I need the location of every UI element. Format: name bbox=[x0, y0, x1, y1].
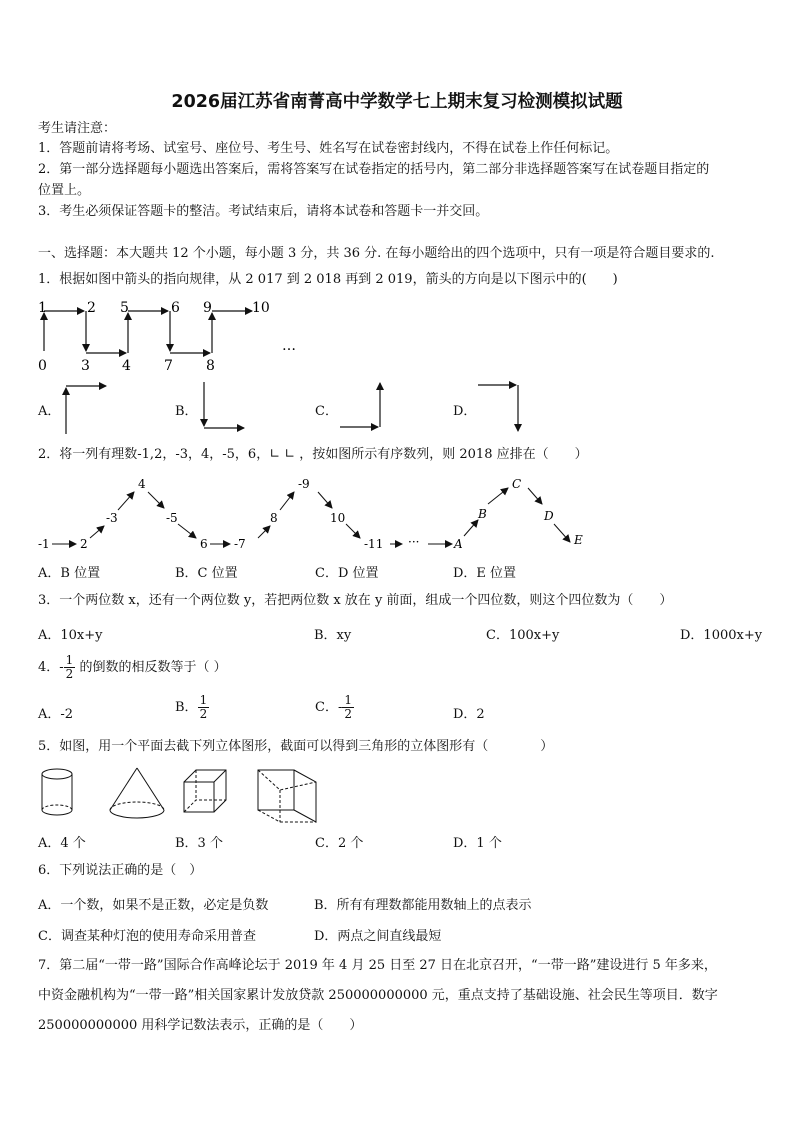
q1-option-b-label: B． bbox=[175, 404, 198, 419]
q4-option-a: A．-2 bbox=[38, 707, 74, 722]
q2-num: 2 bbox=[80, 537, 88, 551]
q1-bottom-num: 8 bbox=[206, 358, 215, 374]
q3-option-c: C．100x+y bbox=[486, 628, 560, 643]
triangular-prism-icon bbox=[258, 770, 316, 822]
q4-stem-prefix: 4．- bbox=[38, 660, 64, 675]
q1-top-num: 1 bbox=[38, 300, 47, 316]
q4-fraction-denominator: 2 bbox=[65, 667, 74, 681]
q1-option-c-label: C． bbox=[315, 404, 338, 419]
q2-num: -11 bbox=[364, 537, 384, 551]
cube-icon bbox=[184, 770, 226, 812]
q5-option-a: A．4 个 bbox=[38, 836, 86, 851]
q1-bottom-num: 0 bbox=[38, 358, 47, 374]
q2-position-a: A bbox=[454, 537, 463, 551]
q3-option-a: A．10x+y bbox=[38, 628, 103, 643]
q2-position-e: E bbox=[574, 533, 583, 547]
q2-num: -1 bbox=[38, 537, 50, 551]
q4-option-c-label: C．- bbox=[315, 700, 343, 715]
q3-option-b: B．xy bbox=[314, 628, 352, 643]
q1-arrow-pattern-figure bbox=[30, 295, 330, 380]
cone-icon bbox=[110, 768, 164, 818]
q1-option-c-arrow bbox=[336, 375, 396, 435]
cylinder-icon bbox=[42, 769, 72, 815]
q2-num: 8 bbox=[270, 511, 278, 525]
q1-ellipsis: … bbox=[282, 338, 296, 354]
q1-option-a-label: A． bbox=[38, 404, 61, 419]
q6-option-d: D．两点之间直线最短 bbox=[314, 929, 442, 944]
q2-ellipsis: ··· bbox=[408, 535, 420, 549]
q1-stem: 1．根据如图中箭头的指向规律，从 2 017 到 2 018 再到 2 019，箭头的方向是以下图示中的( ) bbox=[38, 272, 618, 287]
q5-option-c: C．2 个 bbox=[315, 836, 364, 851]
q4-fraction-numerator: 1 bbox=[65, 653, 74, 667]
page-title: 2026届江苏省南菁高中学数学七上期末复习检测模拟试题 bbox=[171, 92, 623, 112]
q7-line: 中资金融机构为“一带一路”相关国家累计发放贷款 250000000000 元，重点支持了基础设施、社会民生等项目．数字 bbox=[38, 988, 718, 1003]
q1-bottom-num: 4 bbox=[122, 358, 131, 374]
q1-option-d-arrow bbox=[474, 377, 534, 437]
q1-bottom-num: 7 bbox=[164, 358, 173, 374]
q1-option-d-label: D． bbox=[453, 404, 477, 419]
q5-solids-figure bbox=[36, 764, 336, 824]
notice-heading: 考生请注意： bbox=[38, 121, 117, 136]
q2-option-d: D．E 位置 bbox=[453, 566, 517, 581]
q1-option-a-arrow bbox=[58, 378, 118, 436]
section-heading: 一、选择题：本大题共 12 个小题，每小题 3 分，共 36 分. 在每小题给出的四个选项中，只有一项是符合题目要求的. bbox=[38, 246, 715, 261]
q2-num: -9 bbox=[298, 477, 310, 491]
q2-position-b: B bbox=[478, 507, 487, 521]
q4-fraction bbox=[64, 654, 76, 681]
q2-num: 6 bbox=[200, 537, 208, 551]
q4-option-d: D．2 bbox=[453, 707, 485, 722]
notice-item: 2．第一部分选择题每小题选出答案后，需将答案写在试卷指定的括号内，第二部分非选择题答案写在试卷题目指定的 bbox=[38, 162, 710, 177]
q6-option-a: A．一个数，如果不是正数，必定是负数 bbox=[38, 898, 269, 913]
q4-stem-rest: 的倒数的相反数等于（ ） bbox=[75, 660, 227, 675]
q2-position-d: D bbox=[544, 509, 554, 523]
q2-stem: 2．将一列有理数-1,2，-3，4，-5，6，∟ ∟ ，按如图所示有序数列，则 2018 应排在（ ） bbox=[38, 447, 588, 462]
q6-stem: 6．下列说法正确的是（ ） bbox=[38, 863, 203, 878]
q2-option-b: B．C 位置 bbox=[175, 566, 238, 581]
q2-num: -3 bbox=[106, 511, 118, 525]
q5-stem: 5．如图，用一个平面去截下列立体图形，截面可以得到三角形的立体图形有（ ） bbox=[38, 739, 554, 754]
q7-line: 250000000000 用科学记数法表示，正确的是（ ） bbox=[38, 1018, 363, 1033]
q4-option-b bbox=[175, 694, 209, 721]
q1-bottom-num: 3 bbox=[81, 358, 90, 374]
q4-stem bbox=[38, 654, 227, 681]
q5-option-d: D．1 个 bbox=[453, 836, 502, 851]
q2-sequence-figure bbox=[34, 472, 604, 554]
q2-num: 10 bbox=[330, 511, 346, 525]
q4-option-b-numerator: 1 bbox=[199, 693, 208, 707]
q1-top-num: 2 bbox=[87, 300, 96, 316]
q3-stem: 3．一个两位数 x，还有一个两位数 y，若把两位数 x 放在 y 前面，组成一个四位数，则这个四位数为（ ） bbox=[38, 593, 673, 608]
q4-option-b-label: B． bbox=[175, 700, 198, 715]
q2-position-c: C bbox=[512, 477, 522, 491]
q1-top-num: 5 bbox=[120, 300, 129, 316]
q1-top-num: 9 bbox=[203, 300, 212, 316]
q1-top-num: 6 bbox=[171, 300, 180, 316]
q2-option-c: C．D 位置 bbox=[315, 566, 379, 581]
q4-option-c-fraction bbox=[342, 694, 354, 721]
q1-option-b-arrow bbox=[196, 378, 256, 438]
q2-num: 4 bbox=[138, 477, 146, 491]
q2-option-a: A．B 位置 bbox=[38, 566, 101, 581]
q4-option-b-fraction bbox=[198, 694, 210, 721]
notice-item: 3．考生必须保证答题卡的整洁。考试结束后，请将本试卷和答题卡一并交回。 bbox=[38, 204, 489, 219]
q4-option-c bbox=[315, 694, 354, 721]
notice-item: 位置上。 bbox=[38, 183, 91, 198]
q6-option-c: C．调查某种灯泡的使用寿命采用普查 bbox=[38, 929, 256, 944]
q3-option-d: D．1000x+y bbox=[680, 628, 763, 643]
q6-option-b: B．所有有理数都能用数轴上的点表示 bbox=[314, 898, 532, 913]
q4-option-c-numerator: 1 bbox=[344, 693, 352, 707]
q7-line: 7．第二届“一带一路”国际合作高峰论坛于 2019 年 4 月 25 日至 27 日在北京召开，“一带一路”建设进行 5 年多来， bbox=[38, 958, 717, 973]
q4-option-c-denominator: 2 bbox=[344, 707, 352, 721]
q1-top-num: 10 bbox=[252, 300, 270, 316]
q2-num: -7 bbox=[234, 537, 246, 551]
q4-option-b-denominator: 2 bbox=[199, 707, 208, 721]
q2-num: -5 bbox=[166, 511, 178, 525]
q5-option-b: B．3 个 bbox=[175, 836, 223, 851]
notice-item: 1．答题前请将考场、试室号、座位号、考生号、姓名写在试卷密封线内，不得在试卷上作任何标记。 bbox=[38, 141, 619, 156]
